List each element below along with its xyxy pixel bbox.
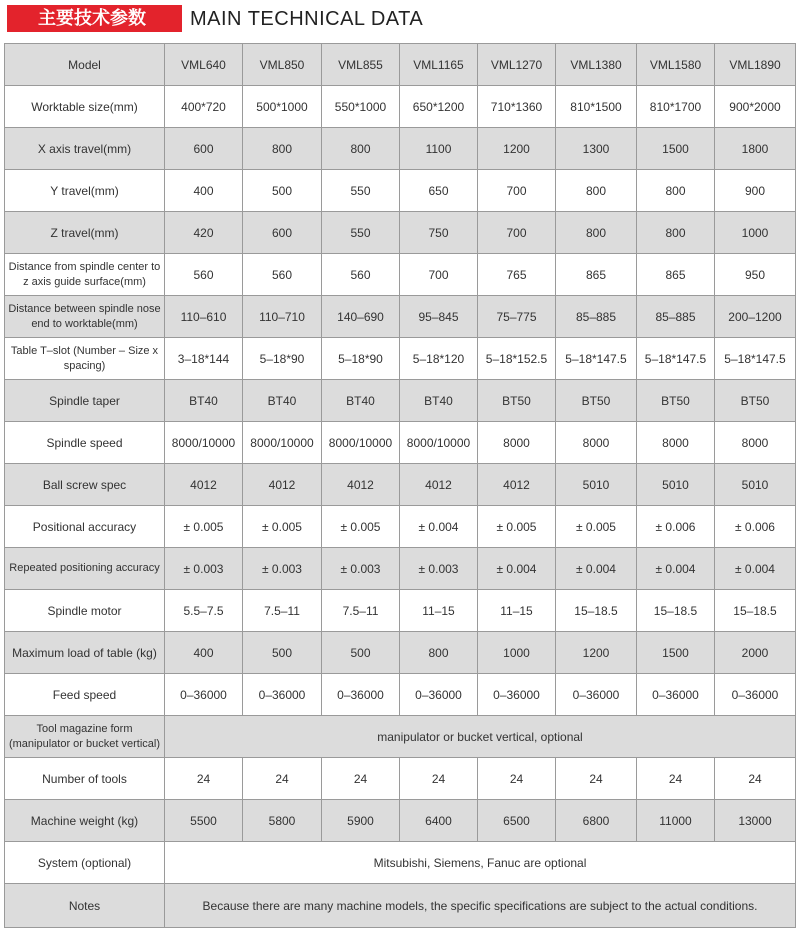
row-label: Table T–slot (Number – Size x spacing) xyxy=(5,338,165,380)
table-cell: 0–36000 xyxy=(556,674,637,716)
table-cell: 4012 xyxy=(478,464,556,506)
spec-table xyxy=(4,43,796,928)
table-cell: 500 xyxy=(322,632,400,674)
table-cell: 560 xyxy=(322,254,400,296)
table-cell: 11–15 xyxy=(400,590,478,632)
table-row xyxy=(5,128,796,170)
table-cell: 0–36000 xyxy=(165,674,243,716)
table-cell: 11000 xyxy=(637,800,715,842)
table-row xyxy=(5,296,796,338)
table-cell: 5.5–7.5 xyxy=(165,590,243,632)
table-cell: 5800 xyxy=(243,800,322,842)
table-cell: 4012 xyxy=(165,464,243,506)
row-label: Feed speed xyxy=(5,674,165,716)
page-title: MAIN TECHNICAL DATA xyxy=(190,8,424,30)
table-cell: BT50 xyxy=(478,380,556,422)
table-cell: ± 0.004 xyxy=(637,548,715,590)
row-label: Maximum load of table (kg) xyxy=(5,632,165,674)
table-cell: 560 xyxy=(243,254,322,296)
table-cell: 200–1200 xyxy=(715,296,796,338)
table-cell: 400 xyxy=(165,632,243,674)
table-cell: BT40 xyxy=(165,380,243,422)
row-label: Machine weight (kg) xyxy=(5,800,165,842)
table-cell: 810*1500 xyxy=(556,86,637,128)
table-row xyxy=(5,758,796,800)
table-cell: 750 xyxy=(400,212,478,254)
table-cell: 5010 xyxy=(715,464,796,506)
table-cell: ± 0.006 xyxy=(715,506,796,548)
table-cell: 400*720 xyxy=(165,86,243,128)
table-row xyxy=(5,884,796,928)
table-cell: 800 xyxy=(243,128,322,170)
table-cell: 2000 xyxy=(715,632,796,674)
table-row xyxy=(5,422,796,464)
table-cell: 13000 xyxy=(715,800,796,842)
spanned-cell: manipulator or bucket vertical, optional xyxy=(165,716,796,758)
table-cell: 24 xyxy=(637,758,715,800)
table-cell: 5–18*90 xyxy=(322,338,400,380)
table-cell: 420 xyxy=(165,212,243,254)
section-badge: 主要技术参数 xyxy=(7,5,177,32)
table-cell: ± 0.004 xyxy=(478,548,556,590)
column-header: VML1580 xyxy=(637,44,715,86)
table-cell: 5900 xyxy=(322,800,400,842)
table-cell: 765 xyxy=(478,254,556,296)
table-cell: 110–610 xyxy=(165,296,243,338)
table-cell: 0–36000 xyxy=(637,674,715,716)
table-row xyxy=(5,674,796,716)
column-header: VML1890 xyxy=(715,44,796,86)
table-cell: 700 xyxy=(478,212,556,254)
table-cell: 650 xyxy=(400,170,478,212)
table-cell: ± 0.003 xyxy=(243,548,322,590)
table-cell: 7.5–11 xyxy=(322,590,400,632)
table-cell: 5–18*120 xyxy=(400,338,478,380)
table-cell: 810*1700 xyxy=(637,86,715,128)
table-cell: 5–18*152.5 xyxy=(478,338,556,380)
table-cell: 95–845 xyxy=(400,296,478,338)
table-row xyxy=(5,716,796,758)
table-cell: 5–18*147.5 xyxy=(556,338,637,380)
table-row xyxy=(5,632,796,674)
table-cell: ± 0.005 xyxy=(165,506,243,548)
table-cell: 800 xyxy=(322,128,400,170)
table-cell: 1000 xyxy=(715,212,796,254)
column-header: VML1165 xyxy=(400,44,478,86)
table-row xyxy=(5,842,796,884)
table-cell: 550 xyxy=(322,212,400,254)
table-cell: 7.5–11 xyxy=(243,590,322,632)
row-label: Repeated positioning accuracy xyxy=(5,548,165,590)
badge-accent xyxy=(177,5,182,32)
table-cell: 75–775 xyxy=(478,296,556,338)
table-cell: 85–885 xyxy=(556,296,637,338)
table-cell: 865 xyxy=(637,254,715,296)
table-cell: 400 xyxy=(165,170,243,212)
table-cell: 800 xyxy=(556,212,637,254)
table-cell: 1800 xyxy=(715,128,796,170)
table-cell: 0–36000 xyxy=(715,674,796,716)
row-label: Z travel(mm) xyxy=(5,212,165,254)
table-cell: 6400 xyxy=(400,800,478,842)
table-cell: 1100 xyxy=(400,128,478,170)
table-cell: 600 xyxy=(243,212,322,254)
table-row xyxy=(5,548,796,590)
row-label: Positional accuracy xyxy=(5,506,165,548)
table-cell: 1300 xyxy=(556,128,637,170)
table-cell: 4012 xyxy=(243,464,322,506)
table-cell: 140–690 xyxy=(322,296,400,338)
table-cell: 0–36000 xyxy=(243,674,322,716)
table-cell: 5500 xyxy=(165,800,243,842)
table-cell: 500 xyxy=(243,632,322,674)
table-row xyxy=(5,338,796,380)
table-cell: 6500 xyxy=(478,800,556,842)
table-cell: 24 xyxy=(715,758,796,800)
table-cell: ± 0.004 xyxy=(556,548,637,590)
table-cell: 4012 xyxy=(322,464,400,506)
spanned-cell: Because there are many machine models, the specific specifications are subject to the actual conditions. xyxy=(165,884,796,928)
table-cell: 24 xyxy=(556,758,637,800)
table-header-row xyxy=(5,44,796,86)
table-cell: 865 xyxy=(556,254,637,296)
table-cell: 8000/10000 xyxy=(165,422,243,464)
table-cell: 650*1200 xyxy=(400,86,478,128)
table-cell: ± 0.003 xyxy=(400,548,478,590)
row-label: Spindle taper xyxy=(5,380,165,422)
column-header: VML855 xyxy=(322,44,400,86)
table-cell: 700 xyxy=(478,170,556,212)
table-cell: BT50 xyxy=(637,380,715,422)
table-row xyxy=(5,590,796,632)
table-cell: 800 xyxy=(637,170,715,212)
table-cell: 110–710 xyxy=(243,296,322,338)
table-cell: 1000 xyxy=(478,632,556,674)
table-cell: 550 xyxy=(322,170,400,212)
table-row xyxy=(5,254,796,296)
row-label: Spindle motor xyxy=(5,590,165,632)
table-cell: 1200 xyxy=(478,128,556,170)
table-row xyxy=(5,506,796,548)
table-cell: BT40 xyxy=(322,380,400,422)
column-header: VML850 xyxy=(243,44,322,86)
table-cell: BT40 xyxy=(400,380,478,422)
table-cell: 5010 xyxy=(637,464,715,506)
table-cell: 15–18.5 xyxy=(715,590,796,632)
table-cell: 3–18*144 xyxy=(165,338,243,380)
table-row xyxy=(5,170,796,212)
table-cell: ± 0.004 xyxy=(715,548,796,590)
table-cell: 24 xyxy=(478,758,556,800)
column-header: VML1380 xyxy=(556,44,637,86)
table-cell: 24 xyxy=(322,758,400,800)
table-cell: 24 xyxy=(400,758,478,800)
table-cell: 950 xyxy=(715,254,796,296)
table-cell: BT50 xyxy=(556,380,637,422)
table-cell: 8000 xyxy=(478,422,556,464)
table-row xyxy=(5,800,796,842)
row-label: Distance from spindle center to z axis guide surface(mm) xyxy=(5,254,165,296)
table-cell: 500 xyxy=(243,170,322,212)
row-label: Spindle speed xyxy=(5,422,165,464)
table-cell: 600 xyxy=(165,128,243,170)
table-cell: 8000/10000 xyxy=(322,422,400,464)
row-label: Y travel(mm) xyxy=(5,170,165,212)
table-cell: 8000/10000 xyxy=(243,422,322,464)
table-cell: 5–18*147.5 xyxy=(715,338,796,380)
column-header-model: Model xyxy=(5,44,165,86)
table-cell: 8000 xyxy=(556,422,637,464)
table-cell: 5–18*147.5 xyxy=(637,338,715,380)
table-cell: 700 xyxy=(400,254,478,296)
table-cell: 8000 xyxy=(637,422,715,464)
row-label: X axis travel(mm) xyxy=(5,128,165,170)
table-cell: ± 0.005 xyxy=(243,506,322,548)
table-cell: ± 0.005 xyxy=(556,506,637,548)
table-cell: BT40 xyxy=(243,380,322,422)
row-label: System (optional) xyxy=(5,842,165,884)
table-cell: 8000/10000 xyxy=(400,422,478,464)
table-cell: 1200 xyxy=(556,632,637,674)
table-cell: 800 xyxy=(556,170,637,212)
column-header: VML640 xyxy=(165,44,243,86)
table-cell: 11–15 xyxy=(478,590,556,632)
row-label: Distance between spindle nose end to worktable(mm) xyxy=(5,296,165,338)
table-row xyxy=(5,380,796,422)
table-cell: 4012 xyxy=(400,464,478,506)
table-cell: 900 xyxy=(715,170,796,212)
header xyxy=(0,0,800,42)
table-cell: 800 xyxy=(637,212,715,254)
table-cell: 550*1000 xyxy=(322,86,400,128)
table-cell: 0–36000 xyxy=(478,674,556,716)
table-row xyxy=(5,464,796,506)
table-cell: ± 0.005 xyxy=(322,506,400,548)
table-cell: 8000 xyxy=(715,422,796,464)
table-cell: 710*1360 xyxy=(478,86,556,128)
row-label: Worktable size(mm) xyxy=(5,86,165,128)
table-cell: 24 xyxy=(165,758,243,800)
table-cell: 5–18*90 xyxy=(243,338,322,380)
table-cell: 500*1000 xyxy=(243,86,322,128)
table-cell: 15–18.5 xyxy=(637,590,715,632)
table-cell: ± 0.003 xyxy=(322,548,400,590)
table-cell: 85–885 xyxy=(637,296,715,338)
row-label: Tool magazine form (manipulator or bucket vertical) xyxy=(5,716,165,758)
table-cell: 0–36000 xyxy=(322,674,400,716)
table-row xyxy=(5,86,796,128)
table-cell: 1500 xyxy=(637,632,715,674)
table-cell: 5010 xyxy=(556,464,637,506)
table-cell: 15–18.5 xyxy=(556,590,637,632)
column-header: VML1270 xyxy=(478,44,556,86)
table-cell: 900*2000 xyxy=(715,86,796,128)
table-cell: ± 0.006 xyxy=(637,506,715,548)
table-cell: BT50 xyxy=(715,380,796,422)
table-cell: ± 0.005 xyxy=(478,506,556,548)
table-cell: ± 0.003 xyxy=(165,548,243,590)
row-label: Ball screw spec xyxy=(5,464,165,506)
table-cell: ± 0.004 xyxy=(400,506,478,548)
row-label: Number of tools xyxy=(5,758,165,800)
table-row xyxy=(5,212,796,254)
table-cell: 0–36000 xyxy=(400,674,478,716)
spanned-cell: Mitsubishi, Siemens, Fanuc are optional xyxy=(165,842,796,884)
spec-table-body xyxy=(5,44,796,928)
row-label: Notes xyxy=(5,884,165,928)
table-cell: 24 xyxy=(243,758,322,800)
table-cell: 1500 xyxy=(637,128,715,170)
table-cell: 800 xyxy=(400,632,478,674)
table-cell: 6800 xyxy=(556,800,637,842)
table-cell: 560 xyxy=(165,254,243,296)
